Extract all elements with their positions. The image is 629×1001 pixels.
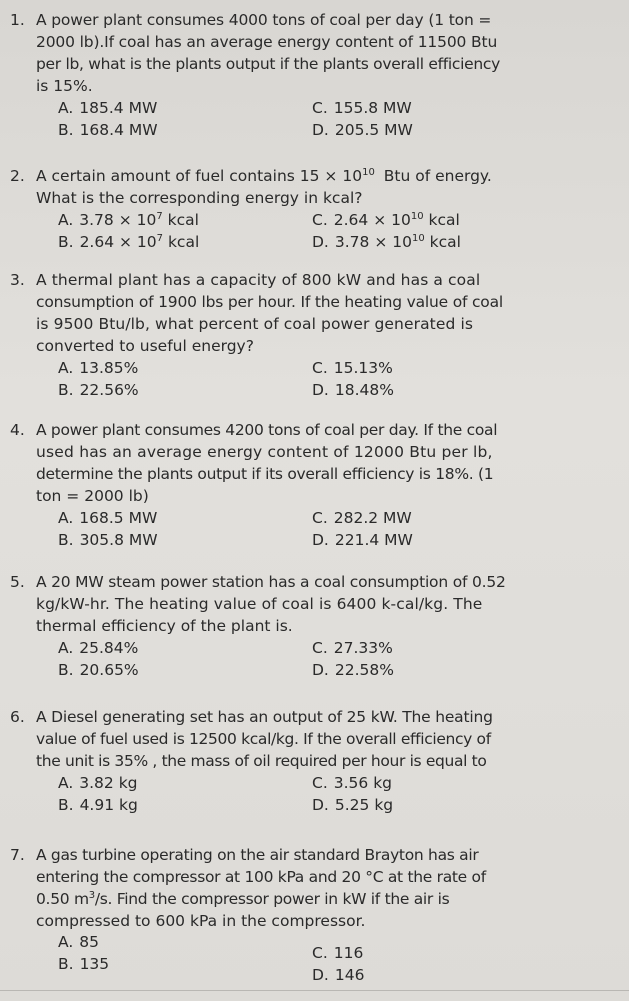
question-text-line: entering the compressor at 100 kPa and 20 °C at the rate of bbox=[36, 868, 486, 886]
option-c[interactable] bbox=[312, 210, 460, 230]
option-text: 135 bbox=[79, 955, 110, 973]
option-letter: B. bbox=[58, 531, 74, 549]
question-text: A certain amount of fuel contains 15 × 10 bbox=[36, 167, 363, 185]
question-text-line: is 15%. bbox=[36, 77, 93, 95]
question-text-line: ton = 2000 lb) bbox=[36, 487, 149, 505]
option-letter: B. bbox=[58, 955, 74, 973]
question-text-tail: /s. Find the compressor power in kW if the air is bbox=[94, 890, 450, 908]
option-a[interactable] bbox=[58, 210, 199, 230]
question-text-line: A 20 MW steam power station has a coal consumption of 0.52 bbox=[36, 573, 506, 591]
option-text: 168.5 MW bbox=[79, 509, 158, 527]
option-c[interactable] bbox=[312, 638, 393, 658]
question-text-line bbox=[36, 166, 492, 186]
question-number: 6. bbox=[10, 708, 25, 726]
option-b[interactable] bbox=[58, 795, 138, 815]
option-letter: C. bbox=[312, 99, 328, 117]
option-letter: A. bbox=[58, 639, 74, 657]
option-letter: B. bbox=[58, 796, 74, 814]
option-text: 221.4 MW bbox=[334, 531, 413, 549]
question-number: 2. bbox=[10, 167, 25, 185]
question-text-line: used has an average energy content of 12000 Btu per lb, bbox=[36, 443, 493, 461]
option-text: 168.4 MW bbox=[79, 121, 158, 139]
option-letter: D. bbox=[312, 661, 329, 679]
option-text: 4.91 kg bbox=[79, 796, 138, 814]
option-a[interactable] bbox=[58, 508, 157, 528]
option-b[interactable] bbox=[58, 120, 158, 140]
option-letter: C. bbox=[312, 944, 328, 962]
option-letter: D. bbox=[312, 121, 329, 139]
option-letter: A. bbox=[58, 99, 74, 117]
option-d[interactable] bbox=[312, 530, 413, 550]
option-d[interactable] bbox=[312, 795, 393, 815]
option-text: 85 bbox=[79, 933, 99, 951]
option-text: 22.58% bbox=[334, 661, 394, 679]
option-letter: B. bbox=[58, 233, 74, 251]
option-letter: D. bbox=[312, 531, 329, 549]
question-text-line: What is the corresponding energy in kcal? bbox=[36, 189, 363, 207]
option-text: 5.25 kg bbox=[334, 796, 394, 814]
option-text: 27.33% bbox=[333, 639, 393, 657]
option-b[interactable] bbox=[58, 232, 199, 252]
option-text: 3.78 × 10 bbox=[79, 211, 157, 229]
option-letter: A. bbox=[58, 774, 74, 792]
option-d[interactable] bbox=[312, 120, 413, 140]
option-unit: kcal bbox=[429, 233, 461, 251]
option-d[interactable] bbox=[312, 232, 461, 252]
option-c[interactable] bbox=[312, 358, 393, 378]
question-text-line bbox=[36, 889, 449, 909]
question-number: 4. bbox=[10, 421, 25, 439]
option-text: 2.64 × 10 bbox=[333, 211, 411, 229]
option-b[interactable] bbox=[58, 380, 139, 400]
question-number: 7. bbox=[10, 846, 25, 864]
option-unit: kcal bbox=[167, 233, 200, 251]
option-letter: D. bbox=[312, 233, 329, 251]
option-a[interactable] bbox=[58, 638, 138, 658]
option-letter: A. bbox=[58, 509, 74, 527]
option-c[interactable] bbox=[312, 943, 363, 963]
option-text: 3.82 kg bbox=[79, 774, 138, 792]
option-letter: A. bbox=[58, 211, 74, 229]
question-text-line: 2000 lb).If coal has an average energy content of 11500 Btu bbox=[36, 33, 498, 51]
exponent: 7 bbox=[156, 232, 164, 244]
option-text: 116 bbox=[333, 944, 364, 962]
option-c[interactable] bbox=[312, 98, 412, 118]
option-text: 282.2 MW bbox=[333, 509, 412, 527]
option-text: 3.78 × 10 bbox=[334, 233, 412, 251]
option-text: 20.65% bbox=[79, 661, 139, 679]
option-text: 205.5 MW bbox=[334, 121, 413, 139]
question-number: 1. bbox=[10, 11, 25, 29]
option-d[interactable] bbox=[312, 965, 364, 985]
question-text-line: A power plant consumes 4200 tons of coal per day. If the coal bbox=[36, 421, 498, 439]
question-number: 3. bbox=[10, 271, 25, 289]
option-text: 25.84% bbox=[79, 639, 139, 657]
page-divider bbox=[0, 990, 629, 991]
question-text-line: converted to useful energy? bbox=[36, 337, 254, 355]
option-letter: B. bbox=[58, 121, 74, 139]
question-text-line: compressed to 600 kPa in the compressor. bbox=[36, 912, 366, 930]
option-letter: D. bbox=[312, 381, 329, 399]
question-text-line: A Diesel generating set has an output of 25 kW. The heating bbox=[36, 708, 493, 726]
option-letter: C. bbox=[312, 639, 328, 657]
option-d[interactable] bbox=[312, 380, 394, 400]
question-text-line: consumption of 1900 lbs per hour. If the heating value of coal bbox=[36, 293, 503, 311]
option-c[interactable] bbox=[312, 508, 412, 528]
option-text: 305.8 MW bbox=[79, 531, 158, 549]
question-text-line: is 9500 Btu/lb, what percent of coal power generated is bbox=[36, 315, 474, 333]
option-c[interactable] bbox=[312, 773, 392, 793]
question-text-tail: Btu of energy. bbox=[383, 167, 492, 185]
option-text: 15.13% bbox=[333, 359, 393, 377]
exponent: 10 bbox=[362, 166, 375, 178]
question-text-line: the unit is 35% , the mass of oil required per hour is equal to bbox=[36, 752, 487, 770]
question-text-line: per lb, what is the plants output if the plants overall efficiency bbox=[36, 55, 500, 73]
option-a[interactable] bbox=[58, 98, 157, 118]
option-a[interactable] bbox=[58, 773, 138, 793]
question-text-line: A power plant consumes 4000 tons of coal per day (1 ton = bbox=[36, 11, 492, 29]
exponent: 7 bbox=[156, 210, 163, 222]
exponent: 10 bbox=[411, 232, 425, 244]
question-text-line: A gas turbine operating on the air standard Brayton has air bbox=[36, 846, 479, 864]
option-a[interactable] bbox=[58, 358, 138, 378]
option-unit: kcal bbox=[167, 211, 199, 229]
exponent: 3 bbox=[88, 889, 95, 901]
option-letter: B. bbox=[58, 381, 74, 399]
question-text-line: thermal efficiency of the plant is. bbox=[36, 617, 293, 635]
option-letter: A. bbox=[58, 933, 74, 951]
question-text-line: kg/kW-hr. The heating value of coal is 6400 k-cal/kg. The bbox=[36, 595, 483, 613]
question-text: 0.50 m bbox=[36, 890, 89, 908]
option-text: 22.56% bbox=[79, 381, 139, 399]
option-text: 2.64 × 10 bbox=[79, 233, 157, 251]
option-letter: C. bbox=[312, 509, 328, 527]
option-letter: C. bbox=[312, 211, 328, 229]
option-unit: kcal bbox=[428, 211, 460, 229]
option-text: 155.8 MW bbox=[333, 99, 412, 117]
question-number: 5. bbox=[10, 573, 25, 591]
option-letter: B. bbox=[58, 661, 74, 679]
option-letter: C. bbox=[312, 774, 328, 792]
option-d[interactable] bbox=[312, 660, 394, 680]
option-b[interactable] bbox=[58, 660, 139, 680]
option-text: 185.4 MW bbox=[79, 99, 158, 117]
option-letter: D. bbox=[312, 966, 329, 984]
option-text: 3.56 kg bbox=[333, 774, 393, 792]
option-text: 13.85% bbox=[79, 359, 139, 377]
option-a[interactable] bbox=[58, 932, 99, 952]
option-b[interactable] bbox=[58, 954, 109, 974]
question-text-line: determine the plants output if its overall efficiency is 18%. (1 bbox=[36, 465, 494, 483]
question-text-line: A thermal plant has a capacity of 800 kW and has a coal bbox=[36, 271, 481, 289]
exponent: 10 bbox=[410, 210, 424, 222]
option-letter: C. bbox=[312, 359, 328, 377]
option-b[interactable] bbox=[58, 530, 158, 550]
question-text-line: value of fuel used is 12500 kcal/kg. If the overall efficiency of bbox=[36, 730, 491, 748]
option-letter: D. bbox=[312, 796, 329, 814]
option-text: 18.48% bbox=[334, 381, 394, 399]
option-text: 146 bbox=[334, 966, 365, 984]
option-letter: A. bbox=[58, 359, 74, 377]
